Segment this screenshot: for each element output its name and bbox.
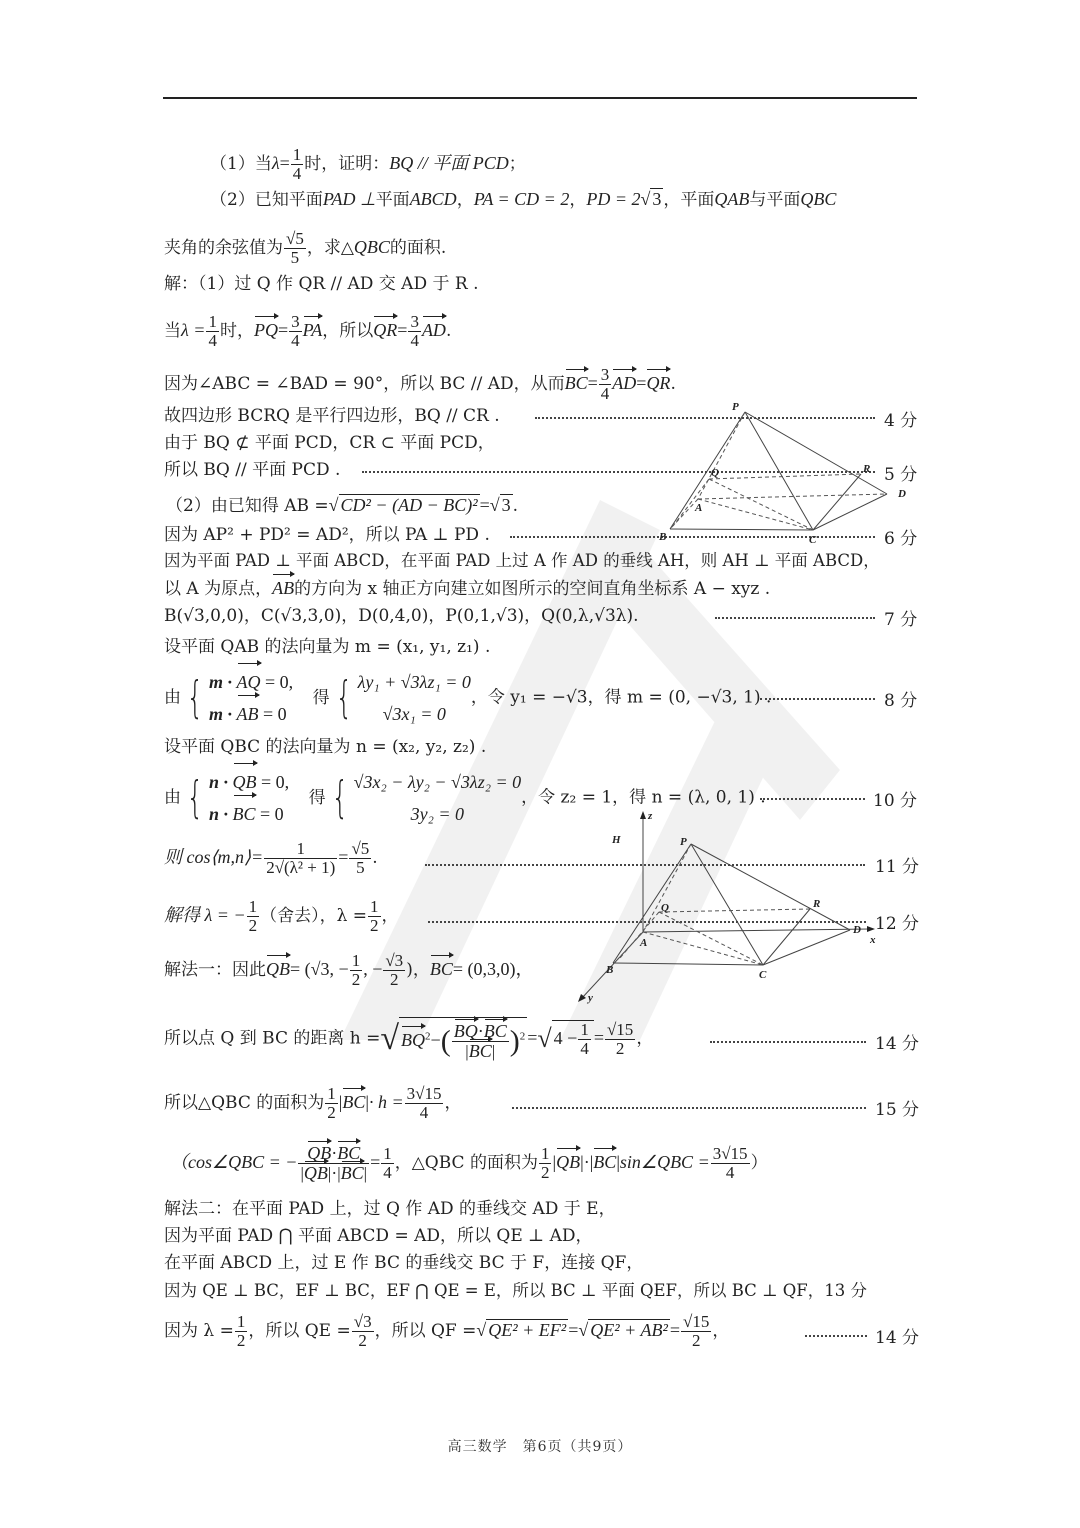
dotted-leader xyxy=(512,1107,866,1109)
vector: AB xyxy=(237,698,259,730)
text: 因为 λ = xyxy=(164,1321,234,1341)
z-axis-arrow-icon xyxy=(640,811,646,819)
math: 解得 λ = − xyxy=(164,905,246,925)
fraction xyxy=(605,1021,635,1058)
fraction: $\frac{BQ\cdot BC}{|BC|}$ xyxy=(453,1021,507,1061)
text: . xyxy=(512,496,519,516)
denominator: 2 xyxy=(540,1163,550,1182)
header-rule xyxy=(163,97,917,99)
solution-line-16 xyxy=(164,840,378,877)
score-mark: 14 分 xyxy=(875,1328,920,1348)
vector: QB xyxy=(303,1163,328,1183)
numerator: √15 xyxy=(683,1312,710,1331)
math: （cos∠QBC = − xyxy=(170,1152,298,1172)
text: )， xyxy=(406,960,430,980)
solution-line-3 xyxy=(164,366,676,403)
brace: { xyxy=(186,672,204,723)
denominator: 2√(λ² + 1) xyxy=(266,858,336,877)
label-x: x xyxy=(870,934,876,946)
numerator: √3 xyxy=(385,951,404,970)
math: = 0 xyxy=(258,704,287,724)
numerator: 1 xyxy=(540,1144,550,1163)
text: ，所以 QF = xyxy=(374,1321,477,1341)
fraction xyxy=(405,1085,444,1122)
vector: BC xyxy=(483,1021,507,1041)
equation-system xyxy=(209,666,293,730)
denominator: 2 xyxy=(615,1038,625,1058)
text: ，求△ xyxy=(306,238,354,258)
vector: BC xyxy=(233,798,256,830)
numerator: 3 xyxy=(600,365,610,384)
solution-line-13 xyxy=(164,666,771,730)
vector: BC xyxy=(593,1152,617,1172)
brace: { xyxy=(335,672,352,723)
fraction xyxy=(264,840,337,877)
denominator: 4 xyxy=(580,1039,589,1058)
text: 得 xyxy=(308,787,326,808)
vector: QR xyxy=(373,320,398,340)
math: = xyxy=(479,495,490,515)
fraction: $\frac{QB\cdot BC}{|QB|\cdot|BC|}$ xyxy=(300,1143,368,1183)
text: ） xyxy=(750,1153,768,1173)
denominator: 2 xyxy=(351,970,361,989)
math: = xyxy=(568,1320,579,1340)
fraction xyxy=(235,1313,248,1350)
math: · xyxy=(583,1152,590,1172)
solution-line-17 xyxy=(164,898,399,935)
equation: 3y₂ = 0 xyxy=(410,804,465,824)
math: QBC xyxy=(800,189,837,209)
text: . xyxy=(372,848,378,868)
denominator: 2 xyxy=(327,1103,336,1122)
label-R: R xyxy=(863,463,871,475)
label-A: A xyxy=(640,937,648,949)
math: 则 cos⟨m,n⟩= xyxy=(164,847,264,867)
text: （2）已知平面 xyxy=(210,190,323,210)
math: λ xyxy=(271,153,280,173)
brace: { xyxy=(331,772,348,823)
denominator: 5 xyxy=(356,858,365,877)
label-D: D xyxy=(898,488,906,500)
text: 所以△QBC 的面积为 xyxy=(164,1093,325,1113)
math: m · xyxy=(209,672,237,692)
dotted-leader xyxy=(760,698,875,700)
numerator: 1 xyxy=(292,145,302,164)
fraction xyxy=(681,1313,711,1350)
text: ， xyxy=(712,1321,730,1341)
problem-part1 xyxy=(210,146,526,183)
solution-line-18 xyxy=(164,952,533,989)
numerator: 1 xyxy=(370,897,379,916)
math: = xyxy=(593,1027,604,1048)
label-z: z xyxy=(648,810,653,822)
numerator: 1 xyxy=(208,312,217,331)
solution-line-14: 设平面 QBC 的法向量为 n = (x₂, y₂, z₂) . xyxy=(164,737,487,757)
vector: PQ xyxy=(253,320,278,340)
figure-pyramid-1 xyxy=(655,398,918,549)
fraction xyxy=(350,952,363,989)
math: = xyxy=(669,1320,681,1340)
vector: BC xyxy=(342,1092,366,1112)
score-mark: 11 分 xyxy=(875,857,920,877)
fraction xyxy=(408,313,421,350)
figure-pyramid-2 xyxy=(570,805,880,1005)
solution-line-7: （2）由已知得 AB =√ CD² − (AD − BC)² =√ 3 . xyxy=(166,495,519,516)
numerator: √3 xyxy=(353,1312,372,1331)
solution-line-22: 解法二：在平面 PAD 上，过 Q 作 AD 的垂线交 AD 于 E， xyxy=(164,1199,616,1219)
fraction xyxy=(247,898,260,935)
numerator: 1 xyxy=(580,1020,589,1039)
radicand: QE² + AB² xyxy=(590,1320,668,1340)
text: ，所以 xyxy=(322,321,374,341)
numerator: √15 xyxy=(606,1019,634,1039)
label-H: H xyxy=(612,834,621,846)
text: 的面积. xyxy=(389,238,447,258)
solution-line-9: 因为平面 PAD ⊥ 平面 ABCD，在平面 PAD 上过 A 作 AD 的垂线 AH，则 AH ⊥ 平面 ABCD， xyxy=(164,551,880,570)
denominator: 2 xyxy=(248,916,258,935)
math: − xyxy=(430,1030,441,1050)
text: （1）当 xyxy=(210,154,272,174)
math: λ = xyxy=(181,320,206,340)
numerator: 3 xyxy=(410,312,419,331)
solution-line-26: 因为 λ = $\frac{1}{2}$ ，所以 QE = $\frac{√3}{2}$ ，所以 QF =√ QE² + EF² =√ QE² + AB² = $\frac{√15}{2}$ ， xyxy=(164,1312,730,1350)
math: = xyxy=(527,1027,538,1048)
x-axis-arrow-icon xyxy=(867,926,875,932)
math: = xyxy=(587,373,598,393)
vector: QB xyxy=(233,766,257,798)
math: = 0, xyxy=(260,672,294,692)
solution-line-23: 因为平面 PAD ⋂ 平面 ABCD = AD，所以 QE ⊥ AD， xyxy=(164,1226,593,1246)
vector: QB xyxy=(266,959,290,979)
solution-line-5: 由于 BQ ⊄ 平面 PCD，CR ⊂ 平面 PCD， xyxy=(164,433,495,453)
text: 时， xyxy=(219,321,254,341)
text: 因为∠ABC = ∠BAD = 90°，所以 BC // AD，从而 xyxy=(164,374,565,394)
score-mark: 10 分 xyxy=(873,791,918,811)
vector: QR xyxy=(646,373,671,393)
vector: QB xyxy=(307,1143,332,1163)
vector: AQ xyxy=(237,666,261,698)
numerator: 1 xyxy=(236,1312,246,1331)
denominator: 4 xyxy=(410,331,419,350)
numerator: 1 xyxy=(248,897,258,916)
fraction xyxy=(368,898,381,935)
text: （舍去），λ = xyxy=(260,906,368,926)
dotted-leader xyxy=(710,1041,866,1043)
denominator: 4 xyxy=(383,1163,392,1182)
denominator: 5 xyxy=(290,248,300,267)
radicand: CD² − (AD − BC)² xyxy=(340,495,478,515)
dotted-leader xyxy=(715,617,875,619)
label-B: B xyxy=(606,964,614,976)
text: 解法一：因此 xyxy=(164,960,266,980)
denominator: 4 xyxy=(291,331,300,350)
denominator: 2 xyxy=(358,1331,367,1350)
solution-line-20: 所以△QBC 的面积为 $\frac{1}{2}$ |BC|· h = $\frac{3√15}{4}$ ， xyxy=(164,1084,462,1122)
denominator: 4 xyxy=(600,384,610,403)
denominator: 2 xyxy=(236,1331,246,1350)
solution-line-10 xyxy=(164,577,770,600)
math: m · xyxy=(209,704,237,724)
math: PAD ⊥ xyxy=(322,189,376,209)
label-C: C xyxy=(759,969,767,981)
math: = xyxy=(636,373,647,393)
text: 时，证明： xyxy=(304,154,390,174)
score-mark: 5 分 xyxy=(884,465,918,485)
equation-system xyxy=(209,766,289,830)
dotted-leader xyxy=(760,798,865,800)
math: = xyxy=(370,1152,381,1172)
text: 当 xyxy=(164,321,181,341)
denominator: 2 xyxy=(390,970,399,989)
fraction xyxy=(539,1145,552,1182)
math: · xyxy=(331,1143,338,1163)
math: = 0 xyxy=(255,804,284,824)
fraction xyxy=(289,313,302,350)
problem-part2-line2 xyxy=(164,230,446,267)
numerator: 3√15 xyxy=(406,1084,442,1103)
label-R: R xyxy=(813,898,821,910)
math: QBC xyxy=(353,237,390,257)
equation-system xyxy=(358,666,471,730)
denominator: 2 xyxy=(691,1331,701,1350)
text: ， xyxy=(444,1093,462,1113)
fraction xyxy=(381,1145,394,1182)
label-B: B xyxy=(659,531,667,543)
denominator: 4 xyxy=(419,1103,429,1122)
numerator: 1 xyxy=(383,1144,392,1163)
fraction xyxy=(291,146,304,183)
math: BQ // 平面 PCD xyxy=(389,153,509,173)
solution-line-11: B(√3,0,0)，C(√3,3,0)，D(0,4,0)，P(0,1,√3)，Q(0,λ,√3λ). xyxy=(164,606,639,626)
solution-line-12: 设平面 QAB 的法向量为 m = (x₁, y₁, z₁) . xyxy=(164,637,491,657)
label-Q: Q xyxy=(711,467,719,479)
denominator: 4 xyxy=(208,331,217,350)
denominator: 4 xyxy=(292,164,302,183)
math: , − xyxy=(363,959,383,979)
label-P: P xyxy=(680,836,687,848)
math: n · xyxy=(209,804,233,824)
equation-system xyxy=(354,766,522,830)
text: ， xyxy=(456,190,474,210)
brace: { xyxy=(186,772,204,823)
vector: BC xyxy=(429,959,453,979)
vector: BC xyxy=(468,1041,492,1061)
numerator: 1 xyxy=(351,951,361,970)
numerator: 3 xyxy=(291,312,300,331)
text: 得 xyxy=(312,687,330,708)
text: . xyxy=(670,374,676,394)
solution-line-1: 解：（1）过 Q 作 QR // AD 交 AD 于 R . xyxy=(164,274,479,294)
math: = xyxy=(338,847,349,867)
vector: QB xyxy=(556,1152,581,1172)
math: · h = xyxy=(368,1092,404,1112)
radicand: QE² + EF² xyxy=(488,1320,567,1340)
fraction xyxy=(383,952,405,989)
solution-line-4: 故四边形 BCRQ 是平行四边形，BQ // CR . xyxy=(164,406,500,426)
score-mark: 4 分 xyxy=(884,411,918,431)
math: · xyxy=(331,1163,338,1183)
text: 夹角的余弦值为 xyxy=(164,238,283,258)
label-Q: Q xyxy=(661,902,669,914)
solution-line-19: 所以点 Q 到 BC 的距离 h =√ $BQ^2-$( $\frac{BQ\cdot BC}{|BC|}$ )$^2$ =√ 4 − $\frac{1}{4}$ = $\frac{√15}{2}$ ， xyxy=(164,1017,653,1061)
text: ，△QBC 的面积为 xyxy=(394,1153,538,1173)
solution-line-8: 因为 AP² + PD² = AD²，所以 PA ⊥ PD . xyxy=(164,525,490,545)
math: sin∠QBC = xyxy=(619,1152,710,1172)
denominator: 4 xyxy=(725,1163,735,1182)
fraction xyxy=(352,1313,374,1350)
math: QAB xyxy=(714,189,750,209)
math: = xyxy=(397,320,408,340)
text: 平面 xyxy=(375,190,410,210)
fraction xyxy=(325,1085,338,1122)
vector: BQ xyxy=(453,1021,478,1041)
numerator: 1 xyxy=(327,1084,336,1103)
math: PD = 2 xyxy=(586,189,641,209)
equation: √3x₂ − λy₂ − √3λz₂ = 0 xyxy=(353,772,522,792)
exponent: 2 xyxy=(425,1030,431,1043)
equation: λy₁ + √3λz₁ = 0 xyxy=(357,672,471,692)
vector: BC xyxy=(337,1143,361,1163)
text: ， xyxy=(569,190,587,210)
fraction xyxy=(284,230,306,267)
solution-line-25: 因为 QE ⊥ BC，EF ⊥ BC，EF ⋂ QE = E，所以 BC ⊥ 平面 QEF，所以 BC ⊥ QF，13 分 xyxy=(164,1281,867,1300)
label-A: A xyxy=(695,502,703,514)
fraction xyxy=(578,1021,591,1058)
numerator: √5 xyxy=(286,229,304,248)
text: （2）由已知得 AB = xyxy=(166,496,329,516)
math: = xyxy=(277,320,289,340)
fraction xyxy=(599,366,612,403)
math: = (0,3,0)， xyxy=(452,959,534,979)
text: 由 xyxy=(164,687,181,708)
page-footer: 高三数学 第6页（共9页） xyxy=(447,1439,633,1455)
text: ，令 y₁ = −√3，得 m = (0, −√3, 1) . xyxy=(470,687,772,708)
vector: AD xyxy=(612,373,637,393)
text: ，令 z₂ = 1，得 n = (λ, 0, 1) . xyxy=(521,787,766,808)
score-mark: 7 分 xyxy=(884,610,918,630)
text: ； xyxy=(508,154,526,174)
solution-line-24: 在平面 ABCD 上，过 E 作 BC 的垂线交 BC 于 F，连接 QF， xyxy=(164,1253,644,1273)
text: 所以点 Q 到 BC 的距离 h = xyxy=(164,1028,381,1049)
solution-line-2 xyxy=(164,313,451,350)
text: . xyxy=(445,321,452,341)
math: ABCD xyxy=(409,189,457,209)
vector: AB xyxy=(272,578,295,598)
text: 与平面 xyxy=(749,190,801,210)
solution-line-6: 所以 BQ // 平面 PCD . xyxy=(164,460,341,480)
math: · xyxy=(477,1021,484,1041)
label-y: y xyxy=(588,992,593,1004)
vector: BC xyxy=(340,1163,364,1183)
math: PA = CD = 2 xyxy=(473,189,570,209)
radicand: 3 xyxy=(652,189,662,209)
math: = (√3, − xyxy=(290,959,349,979)
score-mark: 6 分 xyxy=(884,529,918,549)
fraction xyxy=(206,313,219,350)
numerator: √5 xyxy=(351,839,370,858)
score-mark: 14 分 xyxy=(875,1034,920,1054)
dotted-leader xyxy=(805,1335,867,1337)
text: ， xyxy=(636,1028,654,1049)
solution-line-21: （cos∠QBC = − $\frac{QB\cdot BC}{|QB|\cdot|BC|}$ = $\frac{1}{4}$ ，△QBC 的面积为 $\frac{1}{2}$ |QB|·|BC|sin∠QBC = $\frac{3√15}{4}$ ） xyxy=(170,1143,768,1183)
fraction xyxy=(711,1145,750,1182)
text: 以 A 为原点， xyxy=(164,579,273,599)
label-C: C xyxy=(809,534,817,546)
denominator: 2 xyxy=(370,916,379,935)
label-D: D xyxy=(853,924,861,936)
score-mark: 15 分 xyxy=(875,1100,920,1120)
text: ，所以 QE = xyxy=(248,1321,351,1341)
math: 4 − xyxy=(553,1028,578,1048)
text: ， xyxy=(381,906,399,926)
numerator: 3√15 xyxy=(712,1144,748,1163)
math: n · xyxy=(209,772,233,792)
vector: BC xyxy=(564,373,588,393)
text: 由 xyxy=(164,787,181,808)
problem-part2-line1: （2）已知平面PAD ⊥平面ABCD，PA = CD = 2，PD = 2√ 3 ，平面QAB与平面QBC xyxy=(210,189,837,210)
radicand: 3 xyxy=(501,495,511,515)
vector: BQ xyxy=(401,1030,426,1050)
score-mark: 8 分 xyxy=(884,691,918,711)
text: ，平面 xyxy=(663,190,715,210)
fraction xyxy=(349,840,371,877)
math: = 0, xyxy=(256,772,290,792)
label-P: P xyxy=(732,401,739,413)
numerator: 1 xyxy=(264,840,337,859)
math: = xyxy=(279,153,290,173)
equation: √3x₁ = 0 xyxy=(382,704,446,724)
score-mark: 12 分 xyxy=(875,914,920,934)
text: 的方向为 x 轴正方向建立如图所示的空间直角坐标系 A − xyz . xyxy=(294,579,771,599)
vector: PA xyxy=(302,320,323,340)
vector: AD xyxy=(421,320,446,340)
